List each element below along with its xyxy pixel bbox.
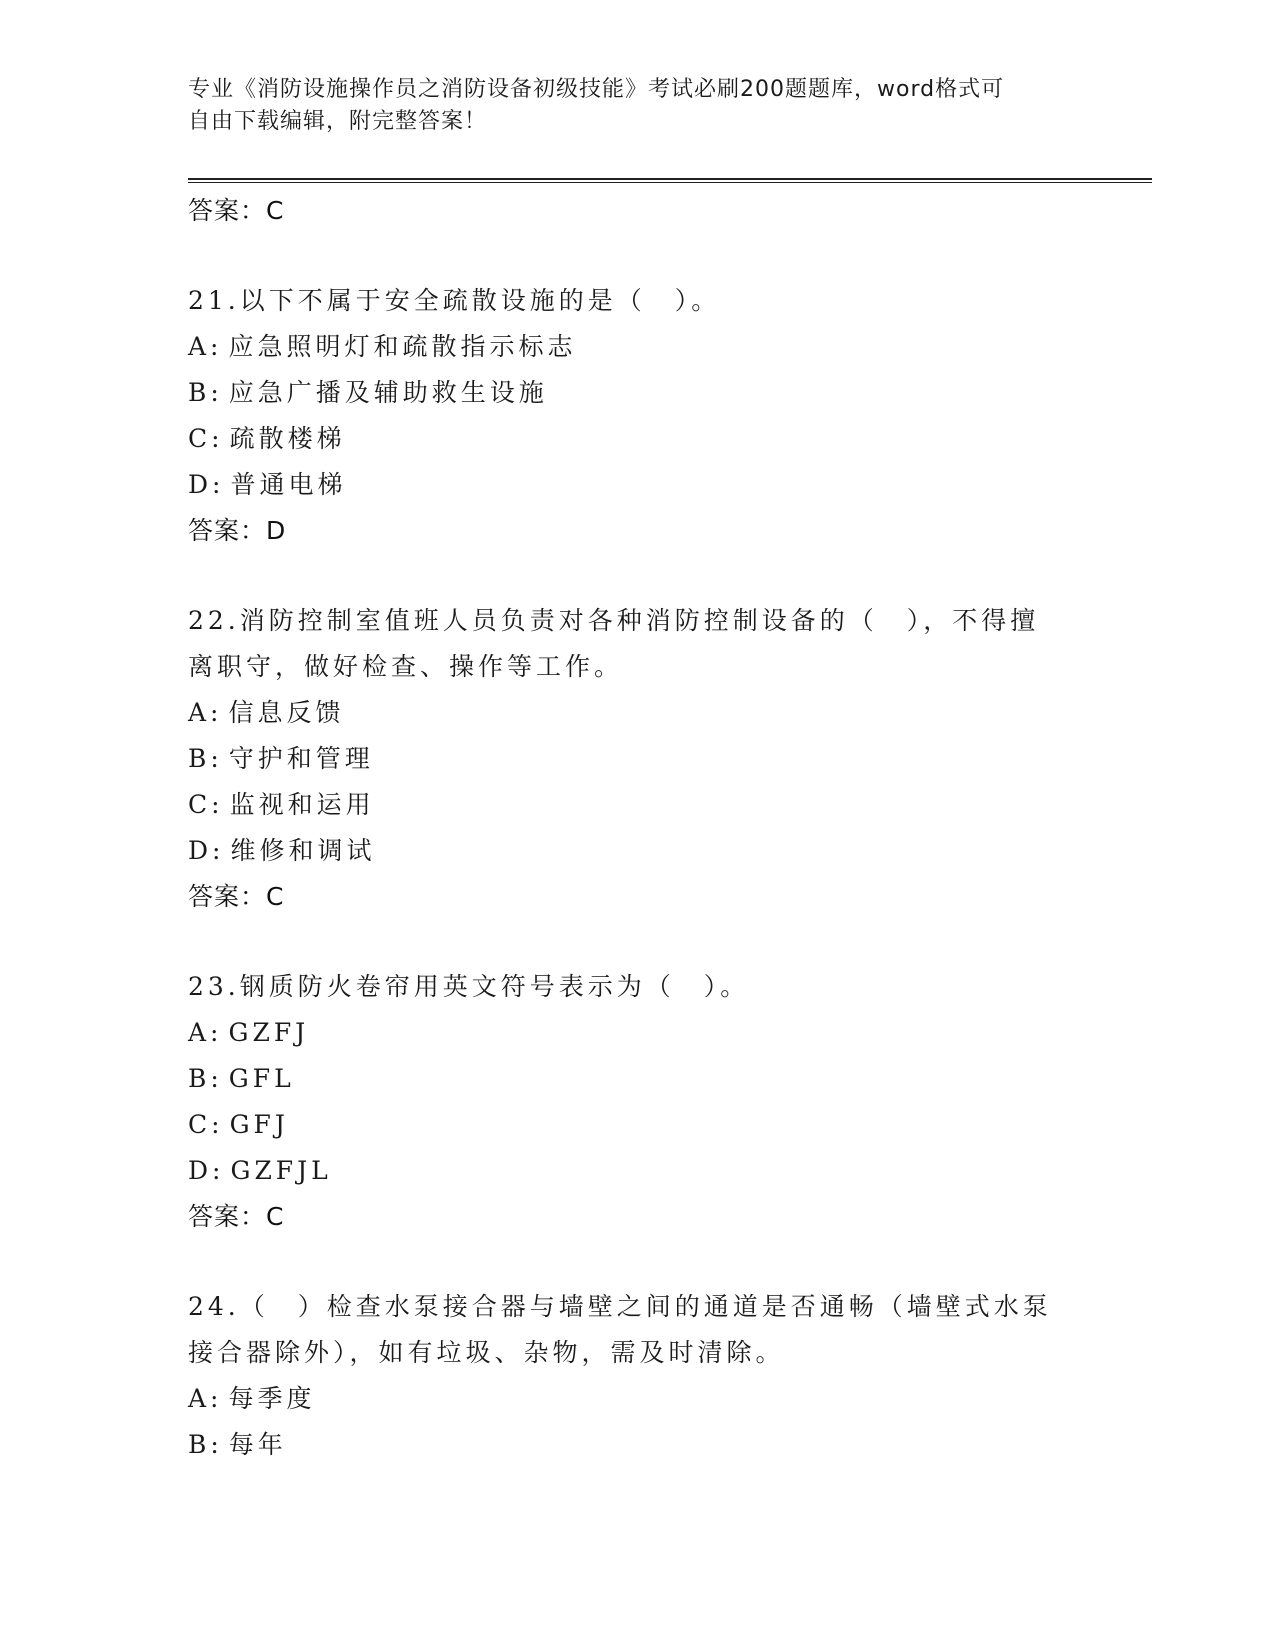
option-letter: C: [188,424,224,453]
option-a [188,324,1088,370]
option-a [188,690,1088,736]
header-line-1: 专业《消防设施操作员之消防设备初级技能》考试必刷200题题库，word格式可 [188,77,1005,102]
header-divider [188,178,1152,183]
question-21 [188,278,1088,554]
option-text: GZFJ [228,1018,310,1047]
question-text: 24.（ ）检查水泵接合器与墙壁之间的通道是否通畅（墙壁式水泵接合器除外），如有垃圾、杂物，需及时清除。 [188,1292,1052,1367]
option-letter: D: [188,836,225,865]
header-line-2: 自由下载编辑，附完整答案！ [188,109,488,134]
option-text: 应急照明灯和疏散指示标志 [228,332,577,361]
option-text: 信息反馈 [228,698,345,727]
option-letter: D: [188,470,225,499]
document-header [188,74,1068,138]
option-text: 监视和运用 [229,790,375,819]
option-c [188,416,1088,462]
question-list [188,188,1088,1468]
option-letter: B: [188,378,223,407]
question-text: 23.钢质防火卷帘用英文符号表示为（ ）。 [188,972,750,1001]
option-letter: A: [188,1018,223,1047]
option-d [188,462,1088,508]
option-letter: A: [188,698,223,727]
option-text: 守护和管理 [228,744,374,773]
option-text: 应急广播及辅助救生设施 [228,378,548,407]
option-letter: C: [188,790,224,819]
option-c [188,1102,1088,1148]
question-24 [188,1284,1088,1468]
option-a [188,1010,1088,1056]
option-b [188,1422,1088,1468]
answer-line: 答案：C [188,196,285,225]
option-b [188,736,1088,782]
question-22 [188,598,1088,920]
option-text: GFL [228,1064,295,1093]
option-d [188,1148,1088,1194]
option-text: 维修和调试 [230,836,376,865]
option-text: 每年 [228,1430,287,1459]
option-letter: B: [188,1430,223,1459]
option-b [188,370,1088,416]
option-letter: C: [188,1110,224,1139]
question-text: 22.消防控制室值班人员负责对各种消防控制设备的（ ），不得擅离职守，做好检查、操作等工作。 [188,606,1040,681]
option-letter: D: [188,1156,225,1185]
option-c [188,782,1088,828]
option-letter: A: [188,1384,223,1413]
option-b [188,1056,1088,1102]
option-letter: A: [188,332,223,361]
option-text: 普通电梯 [230,470,347,499]
question-text: 21.以下不属于安全疏散设施的是（ ）。 [188,286,721,315]
question-23 [188,964,1088,1240]
answer-line: 答案：D [188,516,287,545]
option-text: 每季度 [228,1384,316,1413]
option-letter: B: [188,1064,223,1093]
option-text: GZFJL [230,1156,332,1185]
option-a [188,1376,1088,1422]
answer-line: 答案：C [188,1202,285,1231]
option-text: GFJ [229,1110,289,1139]
answer-line: 答案：C [188,882,285,911]
option-text: 疏散楼梯 [229,424,346,453]
option-letter: B: [188,744,223,773]
option-d [188,828,1088,874]
